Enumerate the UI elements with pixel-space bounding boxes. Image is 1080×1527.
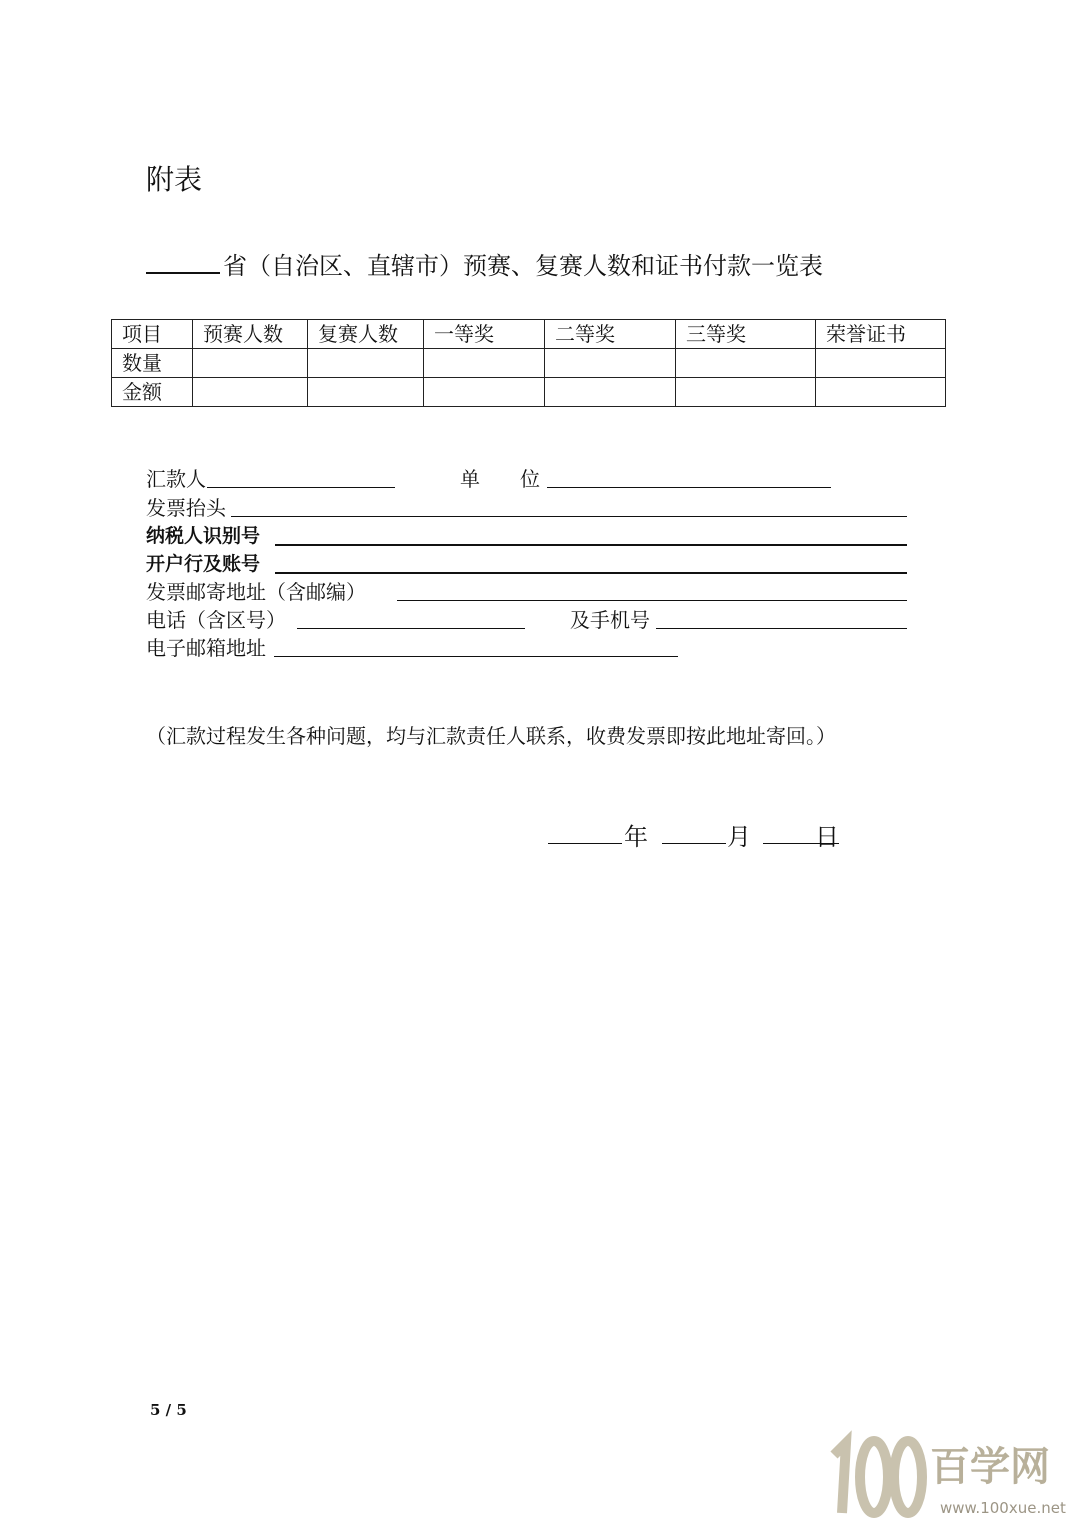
table-cell[interactable] — [424, 378, 545, 407]
invoice-title-label: 发票抬头 — [146, 496, 226, 520]
table-cell[interactable] — [308, 378, 424, 407]
document-heading: 附表 — [146, 163, 203, 196]
table-cell[interactable] — [676, 349, 816, 378]
remitter-label: 汇款人 — [146, 467, 206, 491]
unit-field[interactable] — [547, 487, 831, 488]
watermark-logo — [822, 1425, 1072, 1520]
table-cell[interactable] — [545, 349, 676, 378]
phone-field[interactable] — [297, 628, 525, 629]
form-title — [146, 246, 823, 281]
phone-label: 电话（含区号） — [146, 608, 286, 632]
month-label: 月 — [727, 823, 751, 851]
table-header-cell: 三等奖 — [676, 320, 816, 349]
table-cell[interactable] — [193, 349, 308, 378]
month-field[interactable] — [662, 843, 726, 844]
payment-summary-table — [111, 319, 946, 407]
table-header-cell: 荣誉证书 — [816, 320, 946, 349]
table-header-row — [112, 320, 946, 349]
tax-id-label: 纳税人识别号 — [146, 525, 261, 547]
year-field[interactable] — [548, 843, 622, 844]
email-field[interactable] — [274, 656, 678, 657]
table-cell[interactable] — [193, 378, 308, 407]
row-label-quantity: 数量 — [112, 349, 193, 378]
row-label-amount: 金额 — [112, 378, 193, 407]
tax-id-field[interactable] — [275, 544, 907, 546]
remittance-note: （汇款过程发生各种问题，均与汇款责任人联系，收费发票即按此地址寄回。） — [146, 724, 836, 748]
table-header-cell: 项目 — [112, 320, 193, 349]
table-cell[interactable] — [545, 378, 676, 407]
remitter-field[interactable] — [207, 487, 395, 488]
table-row — [112, 349, 946, 378]
unit-label: 单 位 — [460, 467, 540, 491]
table-cell[interactable] — [424, 349, 545, 378]
table-cell[interactable] — [308, 349, 424, 378]
table-header-cell: 一等奖 — [424, 320, 545, 349]
bank-account-field[interactable] — [275, 572, 907, 574]
logo-brand-text: 百学网 — [930, 1444, 1050, 1490]
page-number: 5 / 5 — [150, 1401, 187, 1419]
table-header-cell: 预赛人数 — [193, 320, 308, 349]
table-cell[interactable] — [816, 378, 946, 407]
form-title-text: 省（自治区、直辖市）预赛、复赛人数和证书付款一览表 — [223, 252, 823, 280]
invoice-title-field[interactable] — [231, 516, 907, 517]
year-label: 年 — [624, 823, 648, 851]
mail-address-label: 发票邮寄地址（含邮编） — [146, 580, 366, 604]
table-header-cell: 复赛人数 — [308, 320, 424, 349]
table-cell[interactable] — [816, 349, 946, 378]
logo-url-text: www.100xue.net — [940, 1499, 1066, 1517]
table-cell[interactable] — [676, 378, 816, 407]
email-label: 电子邮箱地址 — [146, 636, 266, 660]
logo-numeral-icon — [834, 1441, 922, 1513]
bank-account-label: 开户行及账号 — [146, 553, 261, 575]
mail-address-field[interactable] — [397, 600, 907, 601]
mobile-field[interactable] — [656, 628, 907, 629]
mobile-label: 及手机号 — [570, 608, 650, 632]
table-row — [112, 378, 946, 407]
table-header-cell: 二等奖 — [545, 320, 676, 349]
province-blank — [146, 250, 220, 274]
day-label: 日 — [815, 823, 839, 851]
